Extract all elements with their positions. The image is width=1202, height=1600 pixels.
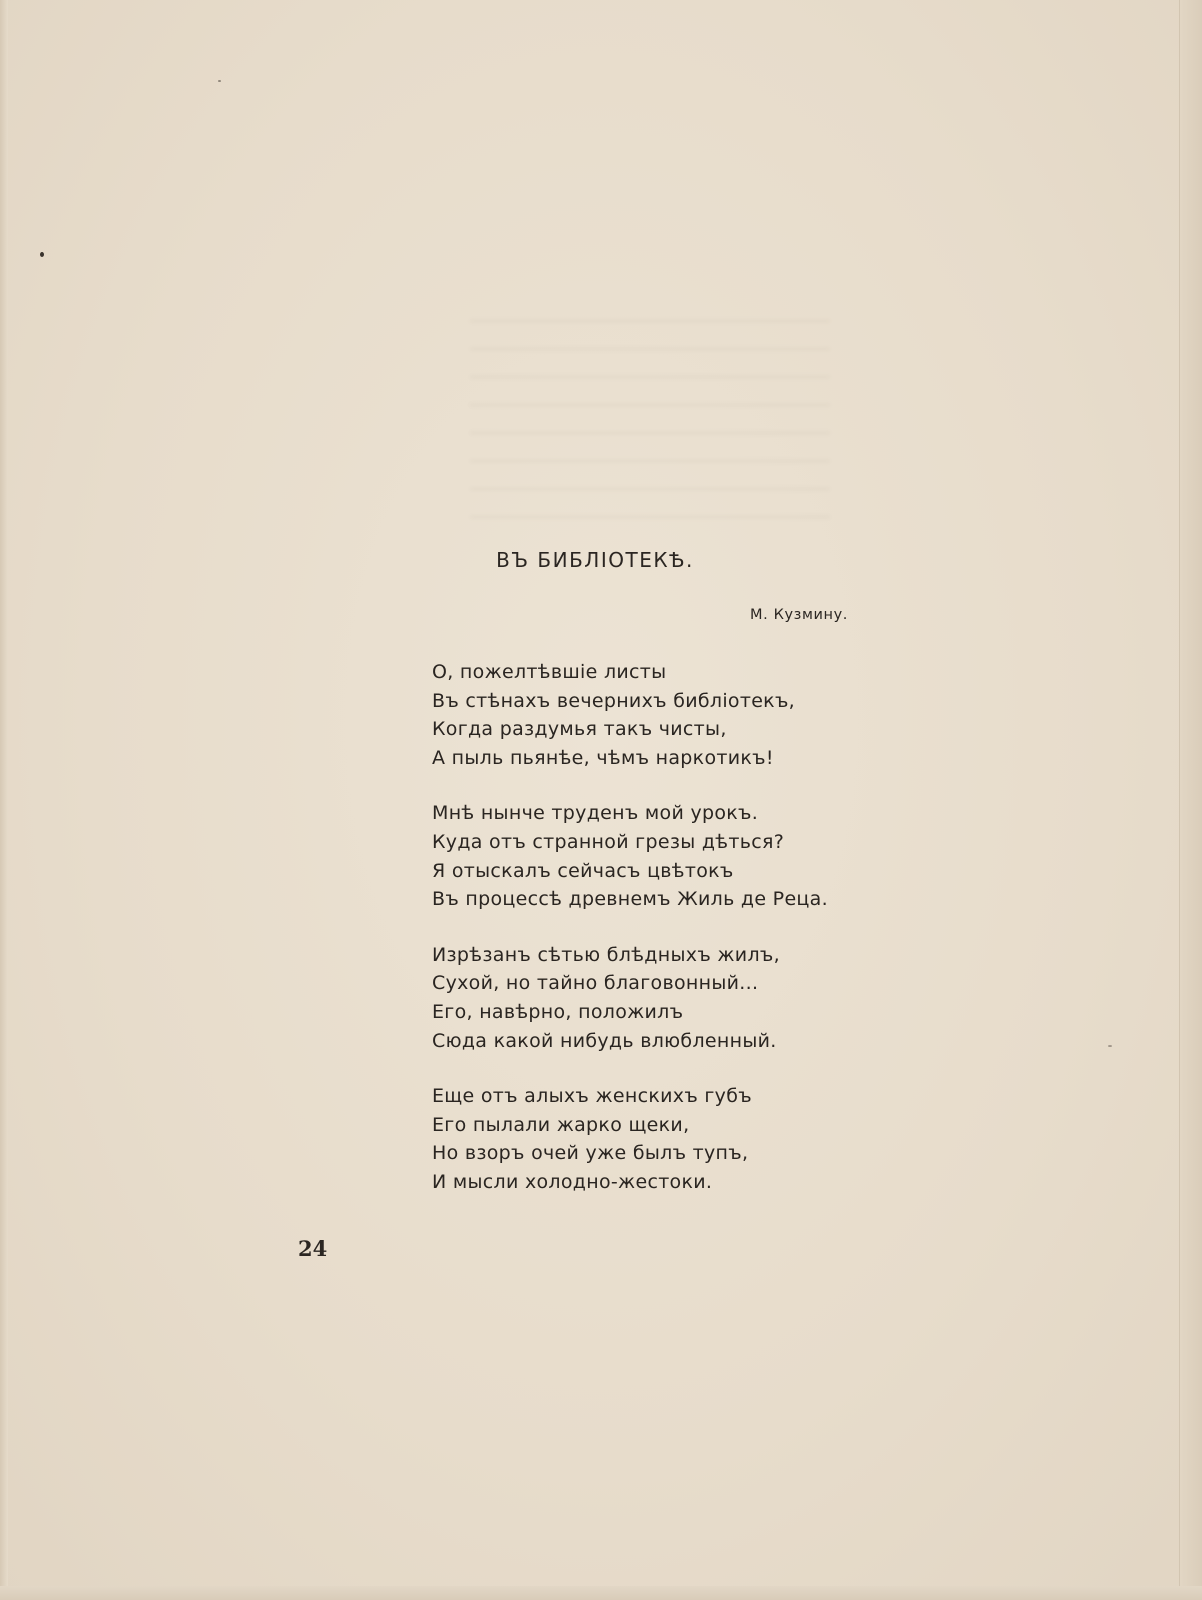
- paper-speck: [1108, 1045, 1112, 1047]
- poem-line: Сюда какой нибудь влюбленный.: [432, 1029, 777, 1052]
- stanza-2: [432, 799, 872, 913]
- poem-line: А пыль пьянѣе, чѣмъ наркотикъ!: [432, 746, 774, 769]
- paper-speck: [40, 252, 44, 257]
- page-edge-right: [1179, 0, 1202, 1600]
- poem-dedication: М. Кузмину.: [750, 607, 848, 623]
- page-edge-left: [0, 0, 8, 1600]
- page-edge-bottom: [0, 1586, 1202, 1600]
- poem-line: Изрѣзанъ сѣтью блѣдныхъ жилъ,: [432, 943, 780, 966]
- stanza-1: [432, 658, 872, 772]
- poem-title: ВЪ БИБЛІОТЕКѢ.: [496, 548, 694, 572]
- poem-line: Въ процессѣ древнемъ Жиль де Реца.: [432, 888, 828, 911]
- poem-line: Куда отъ странной грезы дѣться?: [432, 830, 785, 853]
- poem-line: Мнѣ нынче труденъ мой урокъ.: [432, 802, 759, 825]
- page-number: 24: [298, 1236, 328, 1261]
- poem-line: Я отыскалъ сейчасъ цвѣтокъ: [432, 859, 734, 882]
- poem-line: Въ стѣнахъ вечернихъ библіотекъ,: [432, 689, 796, 712]
- poem-line: И мысли холодно-жестоки.: [432, 1170, 713, 1193]
- poem-line: Еще отъ алыхъ женскихъ губъ: [432, 1085, 752, 1108]
- stanza-4: [432, 1082, 872, 1196]
- stanza-3: [432, 941, 872, 1055]
- poem-line: Его пылали жарко щеки,: [432, 1113, 690, 1136]
- paper-speck: [218, 80, 221, 82]
- poem-line: Когда раздумья такъ чисты,: [432, 718, 727, 741]
- poem-body: [432, 658, 872, 1224]
- poem-line: Сухой, но тайно благовонный...: [432, 972, 759, 995]
- poem-line: О, пожелтѣвшіе листы: [432, 661, 667, 683]
- poem-line: Но взоръ очей уже былъ тупъ,: [432, 1142, 749, 1165]
- poem-line: Его, навѣрно, положилъ: [432, 1000, 684, 1023]
- ink-bleed-through: [470, 320, 830, 520]
